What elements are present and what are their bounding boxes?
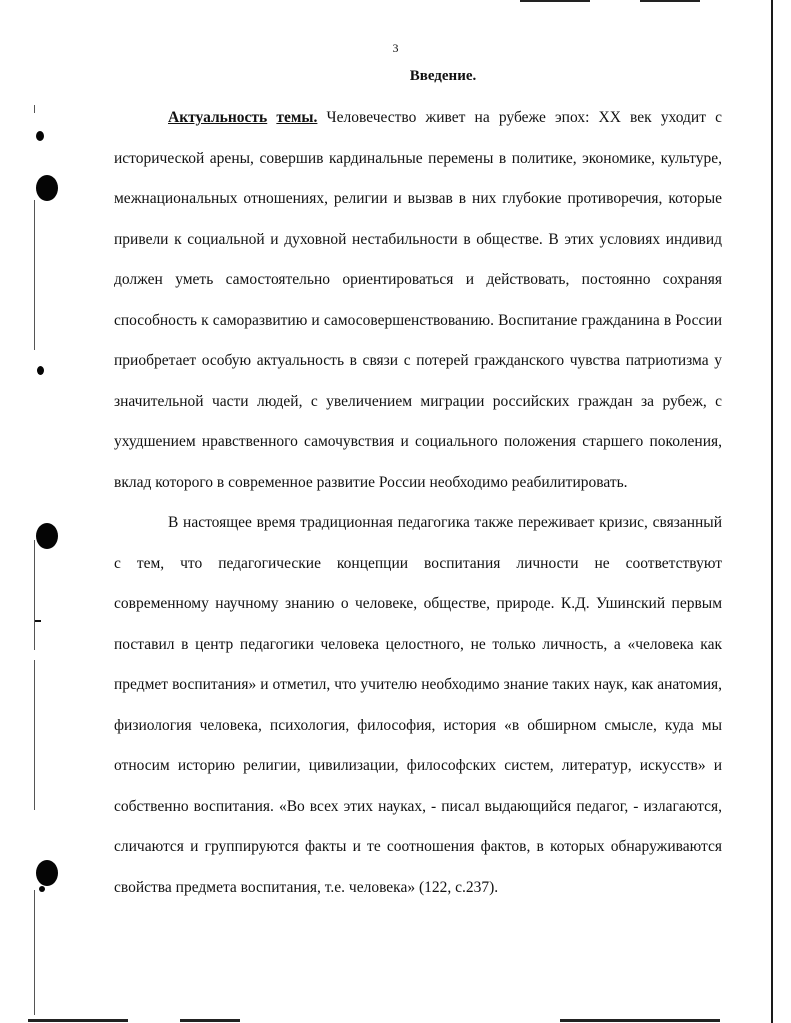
margin-line: [34, 540, 35, 650]
scan-edge-bottom: [180, 1019, 240, 1022]
punch-hole-mark: [36, 175, 58, 201]
paragraph-text: Человечество живет на рубеже эпох: XX век уходит с исторической арены, совершив кардинальные перемены в политике, экономике, культуре, межнациональных отношениях, религии и вызвав в них глубокие противоречия, которые привели к социальной и духовной нестабильности в обществе. В этих условиях индивид должен уметь самостоятельно ориентироваться и действовать, постоянно сохраняя способность к саморазвитию и самосовершенствованию. Воспитание гражданина в России приобретает особую актуальность в связи с потерей гражданского чувства патриотизма у значительной части людей, с увеличением миграции российских граждан за рубеж, с ухудшением нравственного самочувствия и социального положения старшего поколения, вклад которого в современное развитие России необходимо реабилитировать.: [114, 109, 723, 491]
punch-hole-mark: [39, 886, 45, 892]
scan-mark: [35, 620, 41, 622]
document-body: [114, 98, 722, 908]
punch-hole-mark: [36, 131, 44, 141]
margin-line: [34, 105, 35, 113]
punch-hole-mark: [36, 523, 58, 549]
scan-edge-top: [520, 0, 590, 2]
margin-line: [34, 890, 35, 1015]
paragraph: [114, 98, 722, 503]
lead-term: Актуальность: [168, 109, 268, 126]
scan-edge-bottom: [560, 1019, 720, 1022]
paragraph-text: В настоящее время традиционная педагогика также переживает кризис, связанный с тем, что педагогические концепции воспитания личности не соответствуют современному научному знанию о человеке, обществе, природе. К.Д. Ушинский первым поставил в центр педагогики человека целостного, не только личность, а «человека как предмет воспитания» и отметил, что учителю необходимо знание таких наук, как анатомия, физиология человека, психология, философия, история «в обширном смысле, куда мы относим историю религии, цивилизации, философских систем, литератур, искусств» и собственно воспитания. «Во всех этих науках, - писал выдающийся педагог, - излагаются, сличаются и группируются факты и те соотношения фактов, в которых обнаруживаются свойства предмета воспитания, т.е. человека» (122, с.237).: [114, 514, 722, 896]
margin-line: [34, 660, 35, 810]
punch-hole-mark: [36, 860, 58, 886]
punch-hole-mark: [37, 366, 44, 375]
scan-edge-bottom: [28, 1019, 128, 1022]
margin-line: [34, 200, 35, 350]
lead-term: темы.: [276, 109, 318, 126]
scan-edge-top: [640, 0, 700, 2]
scan-edge-right: [771, 0, 773, 1023]
paragraph: [114, 503, 722, 908]
page-number: 3: [392, 41, 399, 55]
page-title: Введение.: [409, 68, 477, 84]
